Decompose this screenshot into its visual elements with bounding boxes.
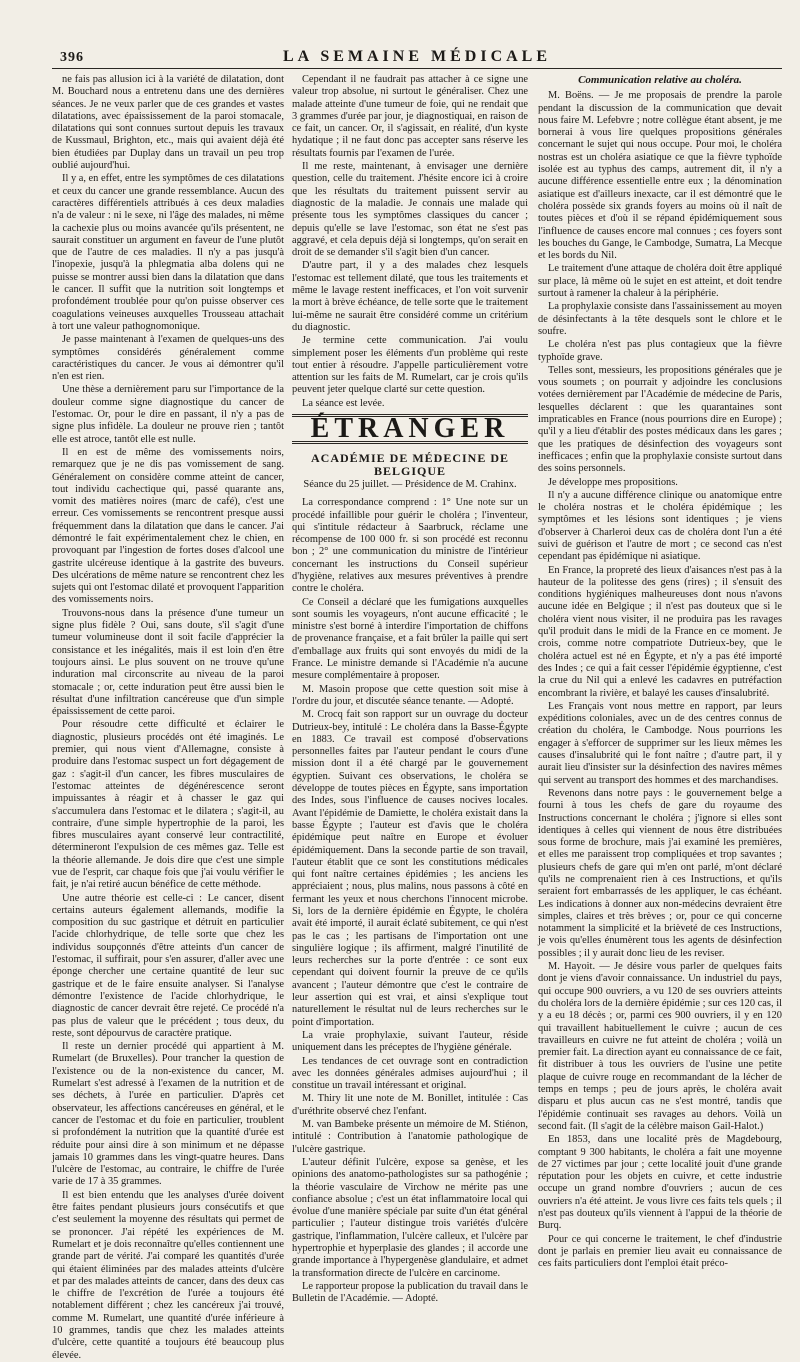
session-line: Séance du 25 juillet. — Présidence de M. Crahinx. bbox=[303, 478, 517, 490]
running-title: LA SEMAINE MÉDICALE bbox=[282, 48, 552, 65]
paragraph: Le choléra n'est pas plus contagieux que la fièvre typhoïde grave. bbox=[538, 339, 782, 363]
paragraph: M. Hayoit. — Je désire vous parler de quelques faits dont je viens d'avoir connaissance. Un industriel du pays, qui occupe 900 ouvriers, a vu 120 de ses ouvriers atteints du choléra lors de la dernière épidémie ; sur ces 120 cas, il y a eu 18 décès ; or, parmi ces 900 ouvriers, il y en 120 qui travaillent habituellement le cuivre ; aucun de ces travailleurs en cuivre ne fut atteint de choléra ; voilà un premier fait. La direction ayant eu connaissance de ce fait, fit distribuer à tous les ouvriers de l'usine une petite plaque de cuivre rouge en recommandant de la lécher de temps en temps ; peu de jours après, le choléra avait disparu et plus aucun cas ne s'est montré, tandis que l'épidémie continuait ses ravages au dehors. Voilà un second fait. (Il s'agit de la célèbre maison Gail-Halot.) bbox=[538, 961, 782, 1132]
page-number: 396 bbox=[60, 50, 84, 65]
paragraph: La séance est levée. bbox=[302, 397, 385, 409]
paragraph: Le traitement d'une attaque de choléra doit être appliqué sur place, là même où le sujet en est atteint, et doit tendre surtout à ramener la chaleur à la périphérie. bbox=[538, 263, 782, 300]
paragraph: ne fais pas allusion ici à la variété de dilatation, dont M. Bouchard nous a entretenu dans une des dernières séances. Je ne veux parler que de ces grandes et vastes dilatations, avec épaississement de la paroi stomacale, dilatations qui sont connues surtout depuis les travaux de Kussmaul, Brighton, etc., mais qui avaient déjà été bien étudiées par Duplay dans un travail un peu trop oublié aujourd'hui. bbox=[52, 74, 284, 172]
lecture-conclusion bbox=[292, 74, 528, 410]
cholera-section-title: Communication relative au choléra. bbox=[578, 74, 742, 86]
paragraph: La correspondance comprend : 1° Une note sur un procédé infaillible pour guérir le choléra ; l'inventeur, qui s'intitule rédacteur à Saarbruck, réclame une récompense de 100 000 fr. si son procédé est reconnu bon ; 2° une communication du ministre de l'intérieur concernant les instructions du Conseil supérieur d'hygiène, relatives aux mesures préventives à prendre contre le choléra. bbox=[292, 497, 528, 595]
paragraph: M. van Bambeke présente un mémoire de M. Stiénon, intitulé : Contribution à l'anatomie pathologique de l'ulcère gastrique. bbox=[292, 1119, 528, 1155]
paragraph: Il est bien entendu que les analyses d'urée doivent être faites pendant plusieurs jours consécutifs et que c'est seulement la moyenne des résultats qui permet de se prononcer. J'ai répété les expériences de M. Rumelart et je dois reconnaître qu'elles contiennent une grande part de vérité. J'ai comparé les quantités d'urée qui étaient éliminées par des malades atteints d'ulcère et par des malades atteints de cancer, dans des deux cas le chiffre de l'excrétion de l'urée a toujours été notablement différent ; chez les cancéreux j'ai trouvé, comme M. Rumelart, une quantité d'urée inférieure à 10 grammes, tandis que chez les malades atteints d'ulcère, cette quantité a toujours été beaucoup plus élevée. bbox=[52, 1189, 284, 1361]
paragraph: Une autre théorie est celle-ci : Le cancer, disent certains auteurs également allemands, modifie la composition du suc gastrique et détruit en particulier l'acide chlorhydrique, de telle sorte que chez les individus soupçonnés d'être atteints d'un cancer de l'estomac, il suffirait, pour s'en assurer, d'aller avec une éponge chercher une certaine quantité de leur suc gastrique et de le faire ensuite analyser. Si l'analyse démontre l'existence de l'acide chlorhydrique, le diagnostic de cancer devrait être rejeté. Ce procédé n'a pas plus de valeur que le précédent ; tous deux, du reste, sont dépourvus de caractère pratique. bbox=[52, 892, 284, 1039]
column-left bbox=[52, 74, 284, 1361]
page-header bbox=[52, 48, 782, 69]
section-heading-etranger: ÉTRANGER bbox=[292, 414, 528, 444]
paragraph: Les tendances de cet ouvrage sont en contradiction avec les données générales admises aujourd'hui ; il constitue un travail intéressant et original. bbox=[292, 1055, 528, 1092]
paragraph: Trouvons-nous dans la présence d'une tumeur un signe plus fidèle ? Oui, sans doute, s'il s'agit d'une tumeur volumineuse dont il soit facile d'apprécier la consistance et les inégalités, mais il est loin d'en être toujours ainsi. Le plus souvent on ne trouve qu'une induration mal circonscrite au niveau de la paroi stomacale ; or, cette induration peut être aussi bien le résultat d'une infiltration cancéreuse que d'un simple épaississement de cette paroi. bbox=[52, 607, 284, 718]
paragraph: Pour ce qui concerne le traitement, le chef d'industrie dont je parlais en premier lieu avait eu connaissance de ces faits particuliers dont l'emploi était préco- bbox=[538, 1233, 782, 1270]
paragraph: Je passe maintenant à l'examen de quelques-uns des symptômes considérés généralement comme caractéristiques du cancer. Je vous ai démontrer qu'il n'en est rien. bbox=[52, 334, 284, 383]
paragraph: La vraie prophylaxie, suivant l'auteur, réside uniquement dans les préceptes de l'hygiène générale. bbox=[292, 1029, 528, 1054]
paragraph: La prophylaxie consiste dans l'assainissement au moyen de désinfectants à la tête desquels sont le chlore et le soufre. bbox=[538, 301, 782, 337]
paragraph: Ce Conseil a déclaré que les fumigations auxquelles sont soumis les voyageurs, n'ont aucune efficacité ; le ministre s'est borné à interdire l'importation de chiffons de provenance française, et a fait brûler la paille qui sert d'emballage aux fruits qui sont envoyés du midi de la France. Le ministre demande si l'Académie n'a aucune mesure complémentaire à proposer. bbox=[292, 596, 528, 682]
paragraph: Il en est de même des vomissements noirs, remarquez que je ne dis pas vomissement de sang. Généralement on considère comme atteint de cancer, tout individu cachectique qui, passé quarante ans, vomit des matières noires (marc de café), c'est une erreur. Ces vomissements se rencontrent presque aussi fréquemment dans la dilatation que dans le cancer. J'ai démontré le fait expérimentalement chez le chien, en provoquant par l'ingestion de fortes doses d'alcool une gastrite ulcéreuse identique à la gastrite des buveurs. Des ulcérations de même nature se rencontrent chez les sujets qui ont l'estomac dilaté et provoquent l'apparition des vomissements noirs. bbox=[52, 446, 284, 606]
column-middle bbox=[292, 74, 528, 1305]
paragraph: M. Masoin propose que cette question soit mise à l'ordre du jour, et discutée séance tenante. — Adopté. bbox=[292, 683, 528, 707]
paragraph: M. Thiry lit une note de M. Bonillet, intitulée : Cas d'uréthrite observé chez l'enfant. bbox=[292, 1093, 528, 1117]
paragraph: En France, la propreté des lieux d'aisances n'est pas à la hauteur de la politesse des gens (rires) ; il s'ensuit des conditions hygiéniques malheureuses dont nous n'avons aucune idée en Belgique ; il n'est pas douteux que si le choléra vient nous visiter, il ne produira pas les ravages qu'il produit dans le midi de la France en ce moment. Je crois, comme notre compatriote Dutrieux-bey, que le choléra actuel est né en Égypte, et n'y a pas été importé des Indes ; ce qui a fait cesser l'épidémie égyptienne, c'est la crue du Nil qui a enlevé les cadavres en putréfaction encombrant la rivière, et balayé les causes d'insalubrité. bbox=[538, 564, 782, 699]
paragraph: M. Crocq fait son rapport sur un ouvrage du docteur Dutrieux-bey, intitulé : Le choléra dans la Basse-Égypte en 1883. Ce travail est composé d'observations personnelles faites par l'auteur pendant le cours d'une mission dont il a été chargé par le gouvernement égyptien. Suivant ces observations, le choléra se développe de toutes pièces en Égypte, sans importation des Indes, sous l'influence de causes nocives locales. Avant l'épidémie de Damiette, le choléra existait dans la basse Égypte ; l'auteur est d'avis que le choléra épidémique peut naître en Europe et évoluer épidémiquement. Dans la seconde partie de son travail, l'auteur établit que ce sont les constitutions médicales qui font naître certaines épidémies ; les anciens les appréciaient ; nous, plus malins, nous passons à côté en fermant les yeux et nous cherchons l'innocent microbe. Si, lors de la dernière épidémie en Égypte, le choléra avait été importé, il aurait éclaté subitement, ce qui n'est pas le cas ; les partisans de l'importation ont une singulière logique ; ils affirment, malgré l'inutilité de leurs recherches sur la porte d'entrée : ce sont eux cependant qui doivent fournir la preuve de ce qu'ils avancent ; l'auteur démontre que c'est le contraire de leur assertion qui est vrai, et ainsi s'explique tout naturellement le résultat nul de leurs recherches sur le point d'importation. bbox=[292, 709, 528, 1028]
paragraph: Je développe mes propositions. bbox=[548, 476, 678, 488]
paragraph: Il n'y a aucune différence clinique ou anatomique entre le choléra nostras et le choléra épidémique ; les symptômes et les lésions sont identiques ; je viens d'observer à Charleroi deux cas de choléra dont l'un a été suivi de guérison et l'autre de mort ; ce second cas n'est cependant pas épidémique ni asiatique. bbox=[538, 489, 782, 563]
paragraph: Les Français vont nous mettre en rapport, par leurs expéditions coloniales, avec un de des centres connus de création du choléra, le Cambodge. Nous pourrions les engager à s'efforcer de supprimer sur les lieux mêmes les causes d'insalubrité qui le font naître ; d'autre part, il y aurait lieu d'insister sur la désinfection des navires mêmes qui servent au transport des hommes et des marchandises. bbox=[538, 700, 782, 786]
paragraph: Cependant il ne faudrait pas attacher à ce signe une valeur trop absolue, ni surtout le généraliser. Chez une malade atteinte d'une tumeur de foie, qui ne rendait que 3 grammes d'urée par jour, je diagnostiquai, en raison de ce fait, un cancer. Or, il s'agissait, en réalité, d'un kyste hydatique ; il ne faut donc pas accepter sans réserve les résultats fournis par l'examen de l'urée. bbox=[292, 74, 528, 159]
paragraph: L'auteur définit l'ulcère, expose sa genèse, et les opinions des anatomo-pathologistes sur sa pathogénie ; la théorie vasculaire de Virchow ne mérite pas une confiance absolue ; c'est un état inflammatoire local qui évolue d'une manière spéciale par suite d'un état général particulier ; l'auteur distingue trois variétés d'ulcère gastrique, l'inflammation, l'ulcère calleux, et l'ulcère par hypertrophie et hyperplasie des glandes ; il accorde une grande importance à l'hypergenèse glandulaire, et admet la transformation directe de l'ulcère en carcinome. bbox=[292, 1156, 528, 1279]
paragraph: Il me reste, maintenant, à envisager une dernière question, celle du traitement. J'hésite encore ici à croire que les résultats du traitement puissent servir au diagnostic de la maladie. Je connais une malade qui présente tous les symptômes classiques du cancer ; depuis qu'elle se lave l'estomac, son état ne s'est pas aggravé, et cela depuis déjà si longtemps, qu'on serait en droit de se demander s'il s'agit bien d'un cancer. bbox=[292, 161, 528, 259]
paragraph: En 1853, dans une localité près de Magdebourg, comptant 9 300 habitants, le choléra a fait une moyenne de 27 victimes par jour ; cette localité jouit d'une grande réputation pour les objets en cuivre, et cette industrie occupe un grand nombre d'ouvriers ; aucun de ces ouvriers n'a été atteint. Je vous livre ces faits tels quels ; il n'est pas douteux qu'ils viennent à l'appui de la théorie de Burq. bbox=[538, 1134, 782, 1232]
paragraph: Il y a, en effet, entre les symptômes de ces dilatations et ceux du cancer une grande ressemblance. Aucun des caractères différentiels attribués à ces deux maladies n'a de valeur : ni le sexe, ni l'âge des malades, ni même la cachexie plus ou moins avancée qu'ils présentent, ne saurait constituer un argument en faveur de l'une plutôt que de l'autre de ces maladies. Il n'y a pas jusqu'à l'inopexie, jusqu'à la phlegmatia alba dolens qui ne puisse se montrer aussi bien dans la dilatation que dans le cancer. Il suffit que la nutrition soit longtemps et profondément troublée pour qu'on puisse observer ces coagulations veineuses auxquelles Trousseau attachait à tort une valeur pathognomonique. bbox=[52, 173, 284, 332]
paragraph: M. Boëns. — Je me proposais de prendre la parole pendant la discussion de la communication que devait nous faire M. Lefebvre ; notre collègue étant absent, je me bornerai à vous lire quelques propositions générales concernant le sujet qui nous occupe. Pour moi, le choléra nostras est un choléra asiatique ce que la fièvre typhoïde isolée est au typhus des camps, autrement dit, il n'y a aucune différence essentielle entre eux ; la dénomination asiatique est d'ailleurs inexacte, car il est démontré que le choléra possède six grands foyers au moins où il naît de toutes pièces et d'où il se répand épidémiquement sous l'influence de causes encore mal connues ; ces foyers sont les bouches du Gange, le Cambodge, Sumatra, La Mecque et les bords du Nil. bbox=[538, 90, 782, 262]
column-right bbox=[538, 74, 782, 1270]
paragraph: Telles sont, messieurs, les propositions générales que je vous soumets ; on pourrait y adjoindre les conclusions votées dernièrement par l'Académie de médecine de Paris, lesquelles déclarent : que les quarantaines sont impraticables en France (nous pourrions dire en Europe) ; qu'il y a lieu d'établir des postes médicaux dans les gares ; que les pratiques de désinfection des voyageurs sont inefficaces ; enfin que la prophylaxie consiste surtout dans des soins personnels. bbox=[538, 364, 782, 475]
paragraph: Une thèse a dernièrement paru sur l'importance de la douleur comme signe diagnostique du cancer de l'estomac. Or, pour le dire en passant, il n'y a pas de signe plus infidèle. La douleur ne prouve rien ; tantôt elle est atroce, tantôt elle est nulle. bbox=[52, 384, 284, 445]
paragraph: Il reste un dernier procédé qui appartient à M. Rumelart (de Bruxelles). Pour trancher la question de l'existence ou de la non-existence du cancer, M. Rumelart s'est adressé à l'examen de la nutrition et de ses déchets, à l'urée en particulier. D'après cet observateur, les affections cancéreuses en général, et le cancer de l'estomac et du foie en particulier, troublent si profondément la nutrition que la quantité d'urée est réduite pour ainsi dire à son minimum et ne dépasse jamais 10 grammes dans les vingt-quatre heures. Dans l'ulcère de l'estomac, au contraire, le chiffre de l'urée varie de 17 à 35 grammes. bbox=[52, 1041, 284, 1188]
paragraph: Pour résoudre cette difficulté et éclairer le diagnostic, plusieurs procédés ont été imaginés. Le premier, qui nous vient d'Allemagne, consiste à produire dans l'estomac suspect un fort dégagement de gaz : s'agit-il d'un cancer, les fibres musculaires de l'estomac atteintes de dégénérescence seront impuissantes à réagir et à chasser le gaz qui s'accumulera dans l'estomac et le dilatera ; s'agit-il, au contraire, d'une simple hypertrophie de la paroi, les fibres musculaires ayant conservé leur contractilité, détermineront l'expulsion de ces mêmes gaz. Telle est la théorie allemande. Je dois dire que c'est une simple vue de l'esprit, car chaque fois que j'ai voulu vérifier le fait, je n'ai retiré aucun bénéfice de cette méthode. bbox=[52, 719, 284, 891]
paragraph: Revenons dans notre pays : le gouvernement belge a fourni à tous les chefs de gare du royaume des Instructions concernant le choléra ; j'ignore si elles sont identiques à celles qui viennent de nous être distribuées sous forme de brochure, mais j'ai examiné les premières, et elles me paraissent trop compliquées et trop savantes ; plusieurs chefs de gare qui m'en ont parlé, m'ont déclaré qu'ils ne comprenaient rien à ces Instructions, et qu'ils seraient fort embarrassés de les appliquer, le cas échéant. Les indications à donner aux non-médecins devraient être simples, claires et très brèves ; or, pour ce qui concerne notamment la simplicité et la brièveté de ces Instructions, je vois qu'elles énumèrent tous les agents de désinfection possibles ; il y aurait donc lieu de les reviser. bbox=[538, 787, 782, 959]
academy-title: ACADÉMIE DE MÉDECINE DE BELGIQUE bbox=[310, 451, 509, 478]
paragraph: Je termine cette communication. J'ai voulu simplement poser les éléments d'un problème qui reste tout entier à résoudre. J'appelle particulièrement votre attention sur les faits de M. Rumelart, car je crois qu'ils peuvent jeter quelque clarté sur cette question. bbox=[292, 335, 528, 396]
paragraph: D'autre part, il y a des malades chez lesquels l'estomac est tellement dilaté, que tous les traitements et même le lavage restent inefficaces, et l'on voit survenir la mort à brève échéance, de telle sorte que le traitement lui-même ne saurait être considéré comme un critérium du diagnostic. bbox=[292, 260, 528, 333]
academy-report bbox=[292, 497, 528, 1305]
paragraph: Le rapporteur propose la publication du travail dans le Bulletin de l'Académie. — Adopté. bbox=[292, 1280, 528, 1305]
cholera-discussion bbox=[538, 90, 782, 1270]
